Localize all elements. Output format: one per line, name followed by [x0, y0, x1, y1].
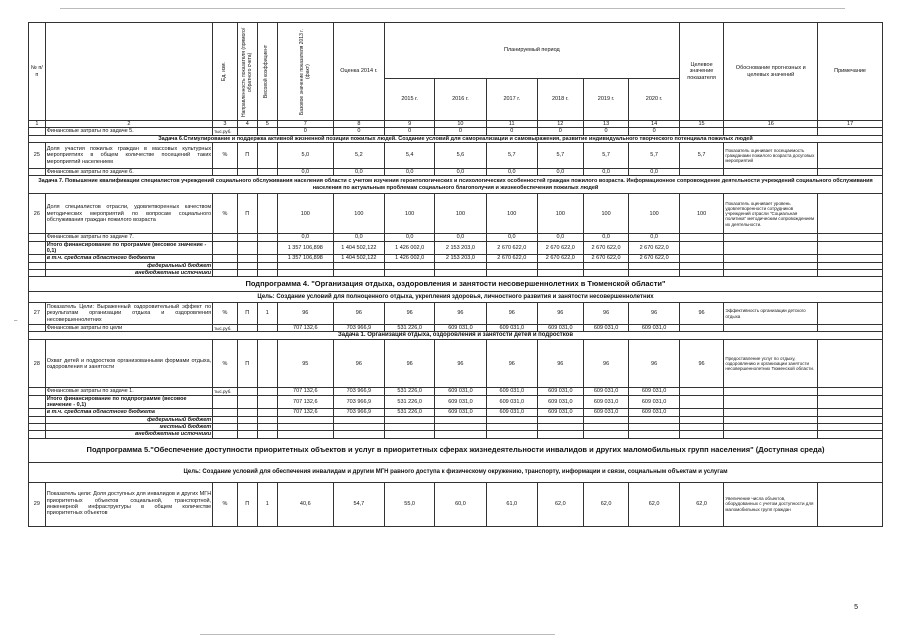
- direction-cell: П: [237, 340, 257, 388]
- indicator-row: [29, 194, 883, 234]
- row-number: 25: [29, 142, 46, 168]
- federal-row: [29, 416, 883, 423]
- regional-row: [29, 409, 883, 416]
- value-cell: 609 031,0: [537, 395, 583, 409]
- value-cell: 0,0: [435, 234, 486, 241]
- value-cell: 1 357 106,898: [277, 241, 333, 255]
- total-row: [29, 395, 883, 409]
- value-cell: 1 426 002,0: [385, 241, 435, 255]
- col-justification-header: Обоснование прогнозных и целевых значений: [724, 23, 818, 121]
- col-number: 4: [237, 121, 257, 128]
- value-cell: 703 966,9: [333, 409, 384, 416]
- value-cell: 609 031,0: [486, 325, 537, 332]
- target-cell: 100: [679, 194, 724, 234]
- value-cell: 96: [277, 303, 333, 325]
- row-label: Финансовые затраты по задаче 5.: [45, 128, 212, 135]
- value-cell: 2 670 622,0: [629, 255, 679, 262]
- value-cell: 0: [333, 128, 384, 135]
- target-cell: 96: [679, 340, 724, 388]
- value-cell: 1 404 502,122: [333, 255, 384, 262]
- unit-cell: %: [213, 340, 238, 388]
- value-cell: 0,0: [583, 168, 629, 175]
- weight-cell: 1: [257, 482, 277, 526]
- justification-cell: Увеличение числа объектов, оборудованных с учетом доступности для маломобильных групп граждан: [724, 482, 818, 526]
- value-cell: 2 670 622,0: [486, 241, 537, 255]
- value-cell: 0: [537, 128, 583, 135]
- value-cell: 0,0: [583, 234, 629, 241]
- value-cell: 0,0: [385, 234, 435, 241]
- col-number: 11: [486, 121, 537, 128]
- finance-row: [29, 234, 883, 241]
- value-cell: 0: [629, 128, 679, 135]
- row-label: внебюджетные источники: [45, 431, 212, 438]
- value-cell: 1 426 002,0: [385, 255, 435, 262]
- subprogram-row: [29, 438, 883, 462]
- value-cell: 100: [277, 194, 333, 234]
- value-cell: 5,7: [629, 142, 679, 168]
- row-number: 29: [29, 482, 46, 526]
- value-cell: 61,0: [486, 482, 537, 526]
- value-cell: 100: [333, 194, 384, 234]
- value-cell: 609 031,0: [435, 325, 486, 332]
- value-cell: 2 670 622,0: [537, 255, 583, 262]
- total-row: [29, 241, 883, 255]
- row-label: в т.ч. средства областного бюджета: [45, 255, 212, 262]
- value-cell: 5,6: [435, 142, 486, 168]
- value-cell: 531 226,0: [385, 395, 435, 409]
- subprogram-heading: Подпрограмма 5."Обеспечение доступности приоритетных объектов и услуг в приоритетных сферах жизнедеятельности инвалидов и других маломобильных групп населения" (Доступная среда): [29, 438, 883, 462]
- indicator-row: [29, 142, 883, 168]
- task-row: [29, 176, 883, 194]
- value-cell: 707 132,6: [277, 395, 333, 409]
- row-label: федеральный бюджет: [45, 416, 212, 423]
- value-cell: 54,7: [333, 482, 384, 526]
- goal-row: [29, 292, 883, 303]
- value-cell: 2 670 622,0: [629, 241, 679, 255]
- value-cell: 55,0: [385, 482, 435, 526]
- justification-cell: Предоставление услуг по отдыху, оздоровлению и организации занятости несовершеннолетних Тюменской области.: [724, 340, 818, 388]
- row-label: Финансовые затраты по задаче 1.: [45, 388, 212, 395]
- value-cell: 1 404 502,122: [333, 241, 384, 255]
- col-number: 1: [29, 121, 46, 128]
- col-planned-header: Планируемый период: [385, 23, 680, 79]
- row-label: Итого финансирование по подпрограмме (весовое значение - 0,1): [45, 395, 212, 409]
- value-cell: 707 132,6: [277, 388, 333, 395]
- col-note-header: Примечание: [818, 23, 883, 121]
- value-cell: 5,7: [486, 142, 537, 168]
- unit-cell: тыс.руб.: [213, 325, 238, 332]
- col-number: 2: [45, 121, 212, 128]
- value-cell: 0,0: [629, 168, 679, 175]
- value-cell: 609 031,0: [486, 409, 537, 416]
- value-cell: 609 031,0: [629, 395, 679, 409]
- value-cell: 0,0: [537, 234, 583, 241]
- direction-cell: П: [237, 142, 257, 168]
- value-cell: 0: [486, 128, 537, 135]
- value-cell: 62,0: [629, 482, 679, 526]
- justification-cell: Показатель оценивает уровень удовлетворенности сотрудников учреждений отрасли "Социальная политика" методическим сопровождением их деятельности.: [724, 194, 818, 234]
- col-number: 5: [257, 121, 277, 128]
- value-cell: 5,7: [537, 142, 583, 168]
- value-cell: 531 226,0: [385, 409, 435, 416]
- col-num-header: № п/п: [29, 23, 46, 121]
- target-cell: 62,0: [679, 482, 724, 526]
- value-cell: 100: [583, 194, 629, 234]
- value-cell: 0,0: [435, 168, 486, 175]
- value-cell: 609 031,0: [629, 409, 679, 416]
- value-cell: 531 226,0: [385, 388, 435, 395]
- unit-cell: %: [213, 303, 238, 325]
- value-cell: 96: [629, 340, 679, 388]
- col-number: 9: [385, 121, 435, 128]
- page-number: 5: [854, 604, 858, 611]
- row-label: местный бюджет: [45, 423, 212, 430]
- value-cell: 96: [537, 340, 583, 388]
- direction-cell: П: [237, 482, 257, 526]
- goal-row: [29, 462, 883, 482]
- value-cell: 0: [435, 128, 486, 135]
- scan-artifact-top: [60, 8, 845, 9]
- value-cell: 0,0: [629, 234, 679, 241]
- value-cell: 609 031,0: [435, 395, 486, 409]
- col-number: 17: [818, 121, 883, 128]
- value-cell: 96: [333, 340, 384, 388]
- indicator-row: [29, 482, 883, 526]
- row-label: Показатель цели: Доля доступных для инвалидов и других МГН приоритетных объектов социальной, транспортной, инженерной инфраструктуры в общем количестве приоритетных объектов: [45, 482, 212, 526]
- row-label: федеральный бюджет: [45, 262, 212, 269]
- row-label: Доля участия пожилых граждан в массовых культурных мероприятиях в общем количестве посещений таких мероприятий населением: [45, 142, 212, 168]
- row-number: 27: [29, 303, 46, 325]
- col-number: 12: [537, 121, 583, 128]
- value-cell: 0,0: [277, 234, 333, 241]
- target-cell: 96: [679, 303, 724, 325]
- value-cell: 0,0: [277, 168, 333, 175]
- value-cell: 609 031,0: [537, 388, 583, 395]
- row-label: Охват детей и подростков организованными формами отдыха, оздоровления и занятости: [45, 340, 212, 388]
- value-cell: 609 031,0: [583, 325, 629, 332]
- col-number: 14: [629, 121, 679, 128]
- year-header: 2016 г.: [435, 79, 486, 121]
- year-header: 2015 г.: [385, 79, 435, 121]
- direction-cell: П: [237, 194, 257, 234]
- value-cell: 100: [435, 194, 486, 234]
- col-number: 15: [679, 121, 724, 128]
- column-numbers-row: [29, 121, 883, 128]
- weight-cell: 1: [257, 303, 277, 325]
- finance-row: [29, 388, 883, 395]
- indicators-table: [28, 22, 883, 527]
- row-number: 28: [29, 340, 46, 388]
- value-cell: 60,0: [435, 482, 486, 526]
- value-cell: 609 031,0: [583, 409, 629, 416]
- extrabudget-row: [29, 269, 883, 276]
- value-cell: 96: [629, 303, 679, 325]
- year-header: 2018 г.: [537, 79, 583, 121]
- finance-row: [29, 128, 883, 135]
- target-cell: 5,7: [679, 142, 724, 168]
- row-number: 26: [29, 194, 46, 234]
- value-cell: 5,7: [583, 142, 629, 168]
- value-cell: 0,0: [385, 168, 435, 175]
- col-number: 13: [583, 121, 629, 128]
- finance-row: [29, 325, 883, 332]
- margin-mark: –: [14, 318, 18, 324]
- year-header: 2020 г.: [629, 79, 679, 121]
- subprogram-heading: Подпрограмма 4. "Организация отдыха, оздоровления и занятости несовершеннолетних в Тюменской области": [29, 277, 883, 292]
- value-cell: 96: [583, 340, 629, 388]
- value-cell: 531 226,0: [385, 325, 435, 332]
- value-cell: 0,0: [333, 234, 384, 241]
- value-cell: 0: [583, 128, 629, 135]
- value-cell: 2 153 203,0: [435, 255, 486, 262]
- row-label: Финансовые затраты по цели: [45, 325, 212, 332]
- extrabudget-row: [29, 431, 883, 438]
- value-cell: 2 670 622,0: [583, 255, 629, 262]
- col-estimate-header: Оценка 2014 г.: [333, 23, 384, 121]
- value-cell: 62,0: [583, 482, 629, 526]
- regional-row: [29, 255, 883, 262]
- value-cell: 609 031,0: [537, 409, 583, 416]
- value-cell: 100: [537, 194, 583, 234]
- col-number: 16: [724, 121, 818, 128]
- value-cell: 609 031,0: [435, 409, 486, 416]
- value-cell: 0,0: [537, 168, 583, 175]
- value-cell: 2 670 622,0: [486, 255, 537, 262]
- value-cell: 100: [385, 194, 435, 234]
- value-cell: 0,0: [486, 168, 537, 175]
- col-number: 7: [277, 121, 333, 128]
- value-cell: 62,0: [537, 482, 583, 526]
- value-cell: 95: [277, 340, 333, 388]
- value-cell: 2 670 622,0: [537, 241, 583, 255]
- col-target-header: Целевое значение показателя: [679, 23, 724, 121]
- value-cell: 2 670 622,0: [583, 241, 629, 255]
- value-cell: 609 031,0: [486, 388, 537, 395]
- unit-cell: %: [213, 142, 238, 168]
- col-number: 3: [213, 121, 238, 128]
- value-cell: 96: [385, 303, 435, 325]
- local-row: [29, 423, 883, 430]
- value-cell: 5,0: [277, 142, 333, 168]
- value-cell: 96: [435, 303, 486, 325]
- value-cell: 96: [486, 303, 537, 325]
- value-cell: 96: [435, 340, 486, 388]
- value-cell: 100: [486, 194, 537, 234]
- value-cell: 0,0: [333, 168, 384, 175]
- value-cell: 703 966,9: [333, 388, 384, 395]
- value-cell: 609 031,0: [537, 325, 583, 332]
- scan-artifact-bottom: [200, 634, 555, 635]
- value-cell: 609 031,0: [486, 395, 537, 409]
- row-label: Показатель Цели: Выраженный оздоровительный эффект по результатам организации отдыха и оздоровления несовершеннолетних: [46, 304, 212, 323]
- value-cell: 96: [486, 340, 537, 388]
- value-cell: 0: [385, 128, 435, 135]
- value-cell: 609 031,0: [583, 388, 629, 395]
- task-heading: Задача 1. Организация отдыха, оздоровления и занятости детей и подростков: [29, 332, 883, 340]
- year-header: 2019 г.: [583, 79, 629, 121]
- indicator-row: [29, 340, 883, 388]
- row-label: Доля специалистов отрасли, удовлетворенных качеством методических мероприятий по вопросам социального обслуживания граждан пожилого возраста: [45, 194, 212, 234]
- task-row: [29, 332, 883, 340]
- col-unit-header: Ед. изм.: [221, 62, 228, 81]
- year-header: 2017 г.: [486, 79, 537, 121]
- goal-heading: Цель: Создание условий для полноценного отдыха, укрепления здоровья, личностного развития и занятости несовершеннолетних: [29, 292, 883, 303]
- task-row: [29, 135, 883, 142]
- value-cell: 1 357 106,898: [277, 255, 333, 262]
- value-cell: 703 966,9: [333, 395, 384, 409]
- header-row: [29, 23, 883, 79]
- col-weight-header: Весовой коэффициент: [263, 44, 270, 99]
- col-base-header: Базовое значение показателя 2013 г. (факт): [298, 28, 311, 115]
- value-cell: 40,6: [277, 482, 333, 526]
- value-cell: 707 132,6: [277, 409, 333, 416]
- value-cell: 0: [277, 128, 333, 135]
- col-direction-header: Направленность показателя (прямого/обратного счета): [240, 26, 253, 117]
- unit-cell: %: [213, 194, 238, 234]
- value-cell: 609 031,0: [583, 395, 629, 409]
- value-cell: 707 132,6: [277, 325, 333, 332]
- col-number: 10: [435, 121, 486, 128]
- value-cell: 2 153 203,0: [435, 241, 486, 255]
- row-label: Финансовые затраты по задаче 6.: [45, 168, 212, 175]
- task-heading: Задача 6.Стимулирование и поддержка активной жизненной позиции пожилых людей. Создание условий для самореализации и самовыражения, развитие индивидуального творческого потенциала пожилых людей: [29, 135, 883, 142]
- row-label: Итого финансирование по программе (весовое значение - 0,1): [45, 241, 212, 255]
- value-cell: 96: [333, 303, 384, 325]
- value-cell: 609 031,0: [435, 388, 486, 395]
- value-cell: 0,0: [486, 234, 537, 241]
- unit-cell: тыс.руб.: [213, 128, 238, 135]
- subprogram-row: [29, 277, 883, 292]
- justification-cell: Эффективность организации детского отдыха: [724, 303, 818, 325]
- value-cell: 96: [385, 340, 435, 388]
- federal-row: [29, 262, 883, 269]
- value-cell: 96: [583, 303, 629, 325]
- unit-cell: тыс.руб.: [213, 388, 238, 395]
- value-cell: 609 031,0: [629, 325, 679, 332]
- unit-cell: %: [213, 482, 238, 526]
- indicator-row: [29, 303, 883, 325]
- finance-row: [29, 168, 883, 175]
- row-label: внебюджетные источники: [45, 269, 212, 276]
- value-cell: 703 966,9: [333, 325, 384, 332]
- direction-cell: П: [237, 303, 257, 325]
- row-label: в т.ч. средства областного бюджета: [45, 409, 212, 416]
- value-cell: 609 031,0: [629, 388, 679, 395]
- value-cell: 96: [537, 303, 583, 325]
- task-heading: Задача 7. Повышение квалификации специалистов учреждений социального обслуживания населения области с учетом изучения геронтологических и психологических особенностей граждан пожилого возраста. Информационное сопровождение деятельности учреждений социального обслуживания населения по актуальным проблемам социального благополучия и жизнеобеспечения пожилых людей: [29, 176, 883, 194]
- value-cell: 100: [629, 194, 679, 234]
- col-name-header: [45, 23, 212, 121]
- justification-cell: Показатель оценивает посещаемость гражданами пожилого возраста досуговых мероприятий: [724, 142, 818, 168]
- row-label: Финансовые затраты по задаче 7.: [45, 234, 212, 241]
- value-cell: 5,4: [385, 142, 435, 168]
- col-number: 8: [333, 121, 384, 128]
- goal-heading: Цель: Создание условий для обеспечения инвалидам и другим МГН равного доступа к физическому окружению, транспорту, информации и связи, социальным объектам и услугам: [29, 462, 883, 482]
- value-cell: 5,2: [333, 142, 384, 168]
